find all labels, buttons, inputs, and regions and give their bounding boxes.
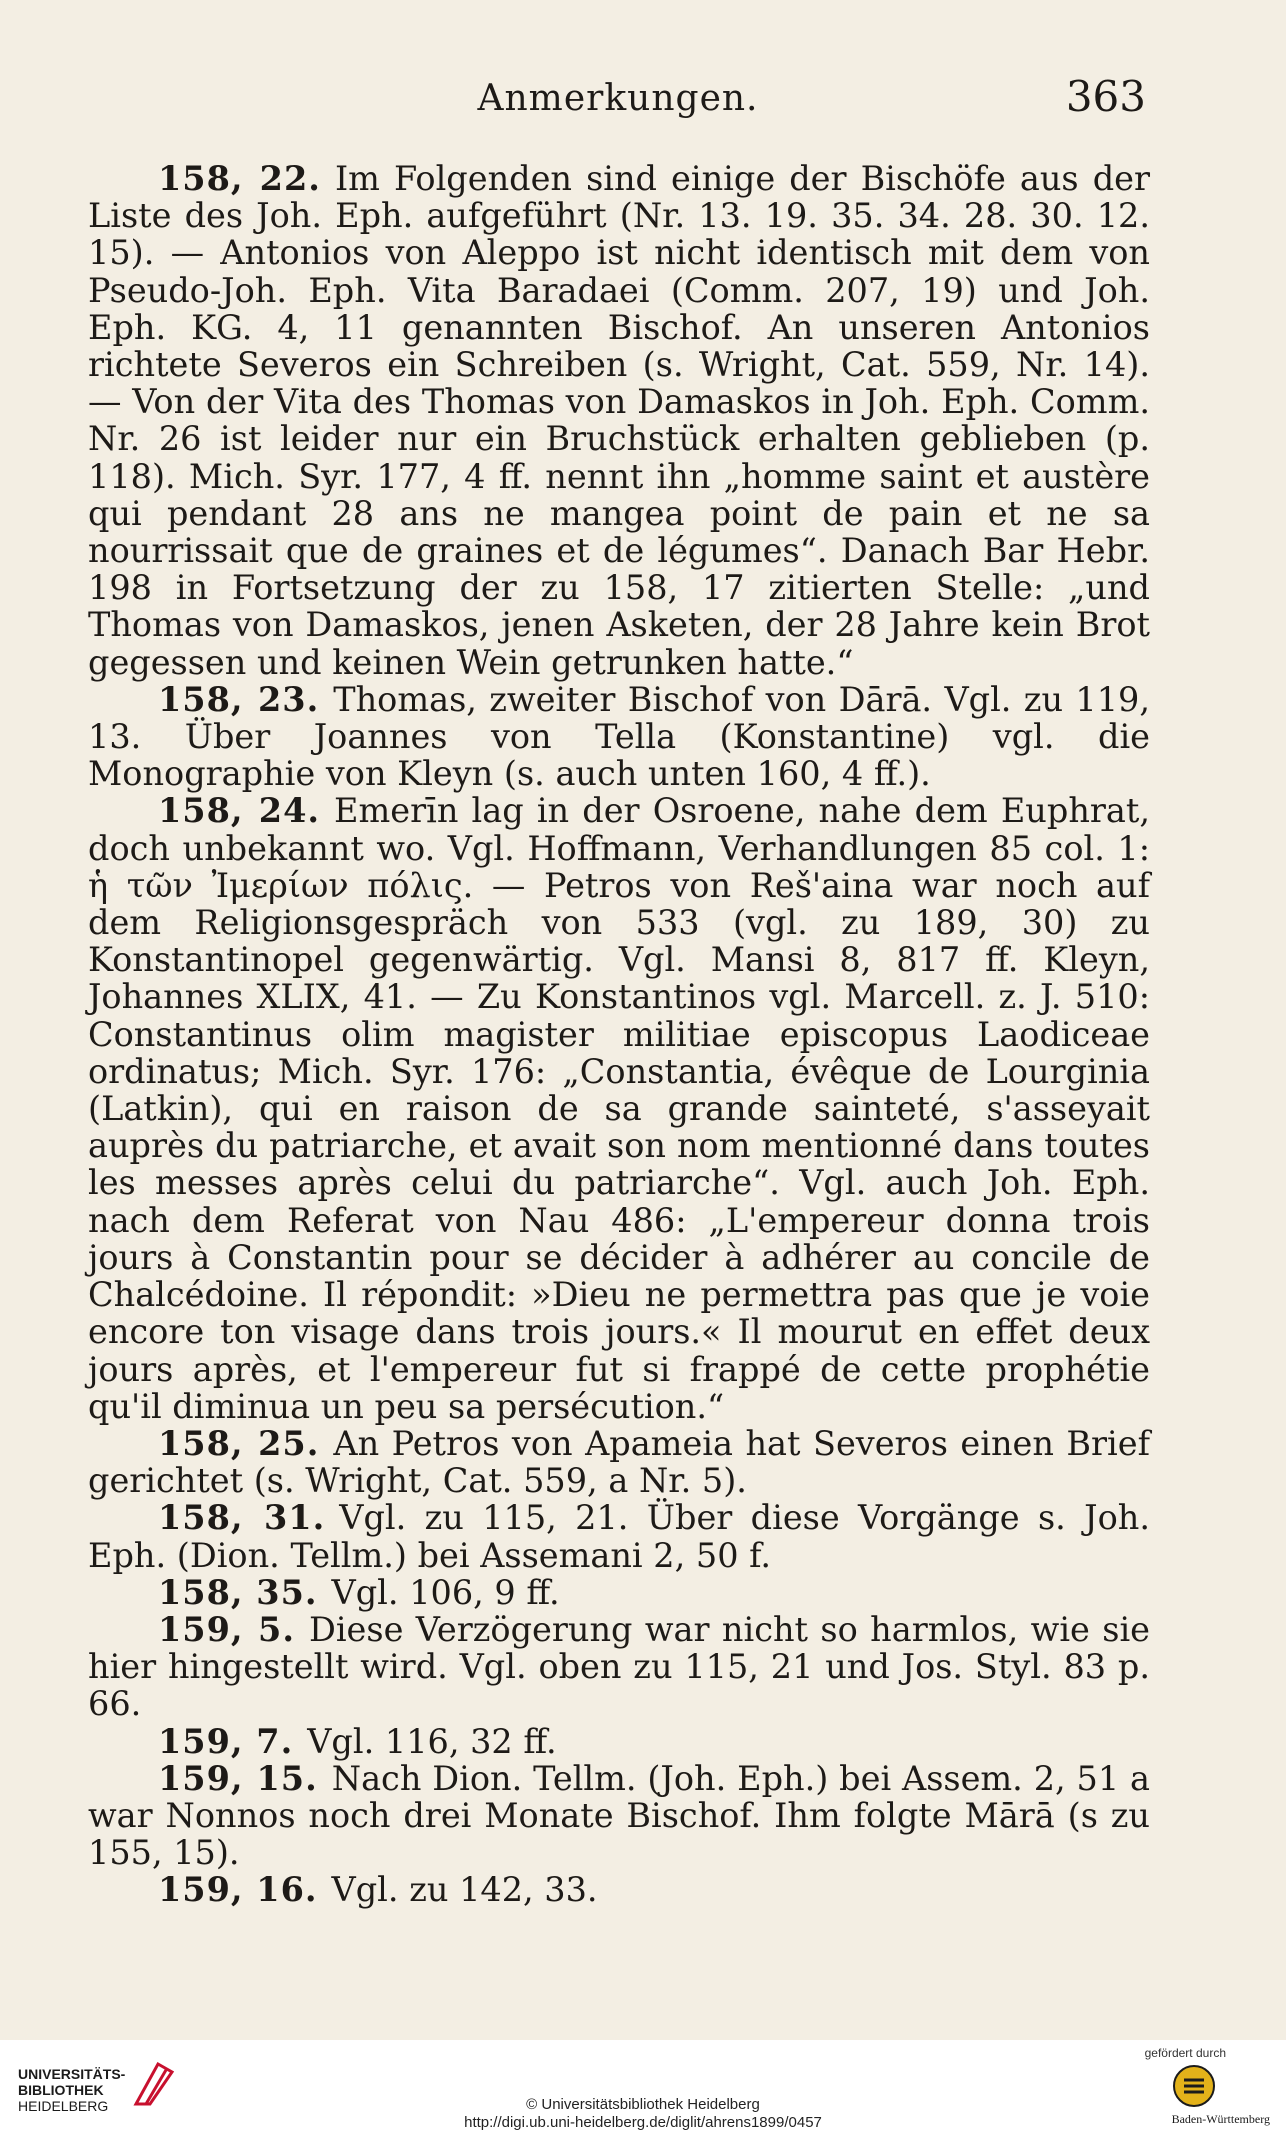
- note-text: Diese Verzögerung war nicht so harmlos, wie sie hier hingestellt wird. Vgl. oben zu 115, 21 und Jos. Styl. 83 p. 66.: [88, 1609, 1150, 1724]
- page-number: 363: [1065, 72, 1146, 121]
- note-ref: 158, 25.: [158, 1423, 320, 1463]
- note-158-22: [88, 160, 1150, 681]
- note-ref: 158, 23.: [158, 679, 320, 719]
- sponsor-name: Baden-Württemberg: [1171, 2112, 1270, 2126]
- notes-body: [88, 160, 1150, 1909]
- note-159-15: [88, 1760, 1150, 1872]
- footer-bar: [0, 2040, 1286, 2134]
- note-159-16: [88, 1871, 1150, 1908]
- note-text: Emerīn lag in der Osroene, nahe dem Euphrat, doch unbekannt wo. Vgl. Hoffmann, Verhandlungen 85 col. 1: ἡ τῶν Ἰμερίων πόλις. — Petros von Reš'aina war noch auf dem Religionsgespräch von 533 (vgl. zu 189, 30) zu Konstantinopel gegenwärtig. Vgl. Mansi 8, 817 ff. Kleyn, Johannes XLIX, 41. — Zu Konstantinos vgl. Marcell. z. J. 510: Constantinus olim magister militiae episcopus Laodiceae ordinatus; Mich. Syr. 176: „Constantia, évêque de Lourginia (Latkin), qui en raison de sa grande sainteté, s'asseyait auprès du patriarche, et avait son nom mentionné dans toutes les messes après celui du patriarche“. Vgl. auch Joh. Eph. nach dem Referat von Nau 486: „L'empereur donna trois jours à Constantin pour se décider à adhérer au concile de Chalcédoine. Il répondit: »Dieu ne permettra pas que je voie encore ton visage dans trois jours.« Il mourut en effet deux jours après, et l'empereur fut si frappé de cette prophétie qu'il diminua un peu sa persécution.“: [88, 791, 1150, 1426]
- note-text: Nach Dion. Tellm. (Joh. Eph.) bei Assem. 2, 51 a war Nonnos noch drei Monate Bischof. Ihm folgte Mārā (s zu 155, 15).: [88, 1758, 1150, 1873]
- note-158-35: [88, 1574, 1150, 1611]
- note-ref: 158, 22.: [158, 159, 321, 198]
- library-name[interactable]: UNIVERSITÄTS- BIBLIOTHEK HEIDELBERG: [18, 2066, 126, 2114]
- state-seal-icon: [1172, 2064, 1216, 2108]
- note-158-31: [88, 1499, 1150, 1573]
- note-159-5: [88, 1611, 1150, 1723]
- note-text: Vgl. 116, 32 ff.: [307, 1721, 557, 1761]
- note-ref: 158, 24.: [158, 791, 321, 831]
- note-text: Vgl. zu 142, 33.: [331, 1870, 598, 1910]
- note-text: Thomas, zweiter Bischof von Dārā. Vgl. zu 119, 13. Über Joannes von Tella (Konstantine) vgl. die Monographie von Kleyn (s. auch unten 160, 4 ff.).: [88, 679, 1150, 794]
- running-head: [90, 72, 1146, 138]
- note-158-25: [88, 1425, 1150, 1499]
- note-158-23: [88, 681, 1150, 793]
- note-159-7: [88, 1723, 1150, 1760]
- copyright-text: © Universitätsbibliothek Heidelberg: [526, 2096, 760, 2113]
- sponsor-label: gefördert durch: [1144, 2046, 1226, 2060]
- note-text: Vgl. 106, 9 ff.: [331, 1572, 560, 1612]
- note-ref: 158, 31.: [158, 1498, 326, 1538]
- source-url-link[interactable]: http://digi.ub.uni-heidelberg.de/diglit/ahrens1899/0457: [464, 2114, 822, 2131]
- note-ref: 159, 5.: [158, 1609, 295, 1649]
- note-text: Im Folgenden sind einige der Bischöfe aus der Liste des Joh. Eph. aufgeführt (Nr. 13. 19. 35. 34. 28. 30. 12. 15). — Antonios von Aleppo ist nicht identisch mit dem von Pseudo-Joh. Eph. Vita Baradaei (Comm. 207, 19) und Joh. Eph. KG. 4, 11 genannten Bischof. An unseren Antonios richtete Severos ein Schreiben (s. Wright, Cat. 559, Nr. 14). — Von der Vita des Thomas von Damaskos in Joh. Eph. Comm. Nr. 26 ist leider nur ein Bruchstück erhalten geblieben (p. 118). Mich. Syr. 177, 4 ff. nennt ihn „homme saint et austère qui pendant 28 ans ne mangea point de pain et ne sa nourrissait que de graines et de légumes“. Danach Bar Hebr. 198 in Fortsetzung der zu 158, 17 zitierten Stelle: „und Thomas von Damaskos, jenen Asketen, der 28 Jahre kein Brot gegessen und keinen Wein getrunken hatte.“: [88, 159, 1150, 682]
- running-head-title: Anmerkungen.: [477, 78, 759, 119]
- note-158-24: [88, 792, 1150, 1424]
- note-text: An Petros von Apameia hat Severos einen Brief gerichtet (s. Wright, Cat. 559, a Nr. 5).: [88, 1423, 1150, 1501]
- note-text: Vgl. zu 115, 21. Über diese Vorgänge s. Joh. Eph. (Dion. Tellm.) bei Assemani 2, 50 f.: [88, 1498, 1150, 1575]
- note-ref: 159, 15.: [158, 1758, 318, 1798]
- note-ref: 159, 7.: [158, 1721, 294, 1761]
- note-ref: 159, 16.: [158, 1870, 318, 1910]
- note-ref: 158, 35.: [158, 1572, 318, 1612]
